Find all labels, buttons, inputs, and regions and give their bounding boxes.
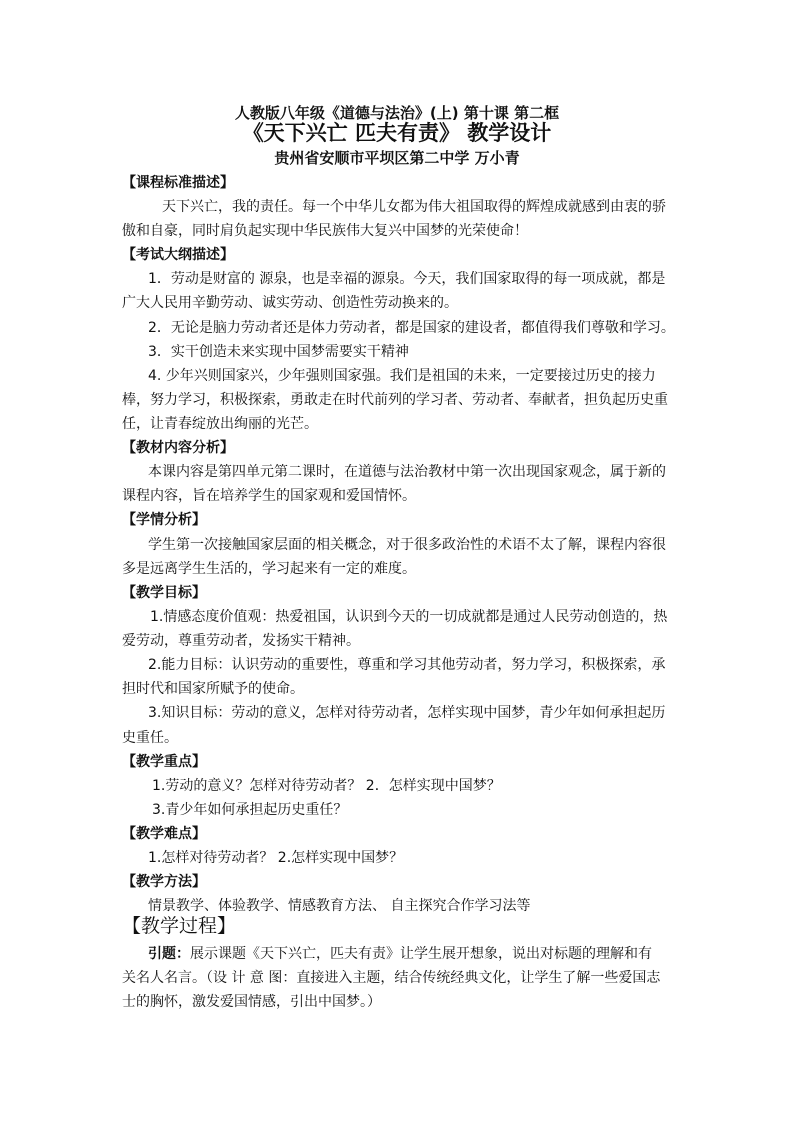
- section-heading-goals: 【教学目标】: [122, 585, 206, 601]
- section-heading-learner: 【学情分析】: [122, 512, 206, 528]
- paragraph-line: 1.情感态度价值观：热爱祖国，认识到今天的一切成就都是通过人民劳动创造的，热: [150, 609, 668, 625]
- section-heading-exam: 【考试大纲描述】: [122, 247, 234, 263]
- section-heading-difficulties: 【教学难点】: [122, 826, 206, 842]
- paragraph-line: 广大人民用辛勤劳动、诚实劳动、创造性劳动换来的。: [122, 295, 458, 311]
- paragraph-line: 1.劳动的意义？怎样对待劳动者？ 2．怎样实现中国梦？: [152, 778, 501, 794]
- paragraph-line: 爱劳动，尊重劳动者，发扬实干精神。: [122, 633, 360, 649]
- section-heading-material: 【教材内容分析】: [122, 440, 234, 456]
- doc-author: 贵州省安顺市平坝区第二中学 万小青: [274, 149, 520, 167]
- paragraph-line: 任，让青春绽放出绚丽的光芒。: [122, 416, 318, 432]
- paragraph-line: 关名人名言。（设 计 意 图：直接进入主题，结合传统经典文化，让学生了解一些爱国志: [122, 970, 661, 986]
- paragraph-line: [148, 944, 652, 964]
- paragraph-line: 多是远离学生生活的，学习起来有一定的难度。: [122, 561, 416, 577]
- paragraph-line: 担时代和国家所赋予的使命。: [122, 681, 304, 697]
- paragraph-line: 情景教学、体验教学、情感教育方法、 自主探究合作学习法等: [148, 898, 531, 914]
- intro-text: 展示课题《天下兴亡，匹夫有责》让学生展开想象，说出对标题的理解和有: [190, 946, 652, 962]
- paragraph-line: 3.青少年如何承担起历史重任？: [152, 802, 348, 818]
- paragraph-line: 4. 少年兴则国家兴，少年强则国家强。我们是祖国的未来，一定要接过历史的接力: [148, 368, 656, 384]
- paragraph-line: 2．无论是脑力劳动者还是体力劳动者，都是国家的建设者，都值得我们尊敬和学习。: [148, 320, 675, 336]
- paragraph-line: 天下兴亡，我的责任。每一个中华儿女都为伟大祖国取得的辉煌成就感到由衷的骄: [162, 199, 666, 215]
- section-heading-curriculum: 【课程标准描述】: [122, 175, 234, 191]
- paragraph-line: 3．实干创造未来实现中国梦需要实干精神: [148, 344, 409, 360]
- paragraph-line: 3.知识目标：劳动的意义，怎样对待劳动者，怎样实现中国梦，青少年如何承担起历: [148, 705, 666, 721]
- paragraph-line: 傲和自豪，同时肩负起实现中华民族伟大复兴中国梦的光荣使命！: [122, 223, 528, 239]
- paragraph-line: 1．劳动是财富的 源泉，也是幸福的源泉。今天，我们国家取得的每一项成就，都是: [148, 271, 666, 287]
- paragraph-line: 2.能力目标：认识劳动的重要性，尊重和学习其他劳动者，努力学习，积极探索，承: [148, 657, 666, 673]
- section-heading-key-points: 【教学重点】: [122, 754, 206, 770]
- section-heading-process: 【教学过程】: [122, 915, 237, 937]
- paragraph-line: 课程内容，旨在培养学生的国家观和爱国情怀。: [122, 488, 416, 504]
- doc-title: 《天下兴亡 匹夫有责》 教学设计: [242, 121, 552, 145]
- paragraph-line: 史重任。: [122, 730, 178, 746]
- paragraph-line: 学生第一次接触国家层面的相关概念，对于很多政治性的术语不太了解，课程内容很: [148, 537, 666, 553]
- paragraph-line: 士的胸怀，激发爱国情感，引出中国梦。）: [122, 994, 381, 1010]
- paragraph-line: 1.怎样对待劳动者？ 2.怎样实现中国梦？: [148, 850, 404, 866]
- paragraph-line: 棒，努力学习，积极探索，勇敢走在时代前列的学习者、劳动者、奉献者，担负起历史重: [122, 392, 668, 408]
- doc-subtitle: 人教版八年级《道德与法治》(上) 第十课 第二框: [234, 104, 560, 122]
- section-heading-methods: 【教学方法】: [122, 874, 206, 890]
- paragraph-line: 本课内容是第四单元第二课时，在道德与法治教材中第一次出现国家观念，属于新的: [148, 464, 666, 480]
- intro-label: 引题：: [148, 946, 190, 962]
